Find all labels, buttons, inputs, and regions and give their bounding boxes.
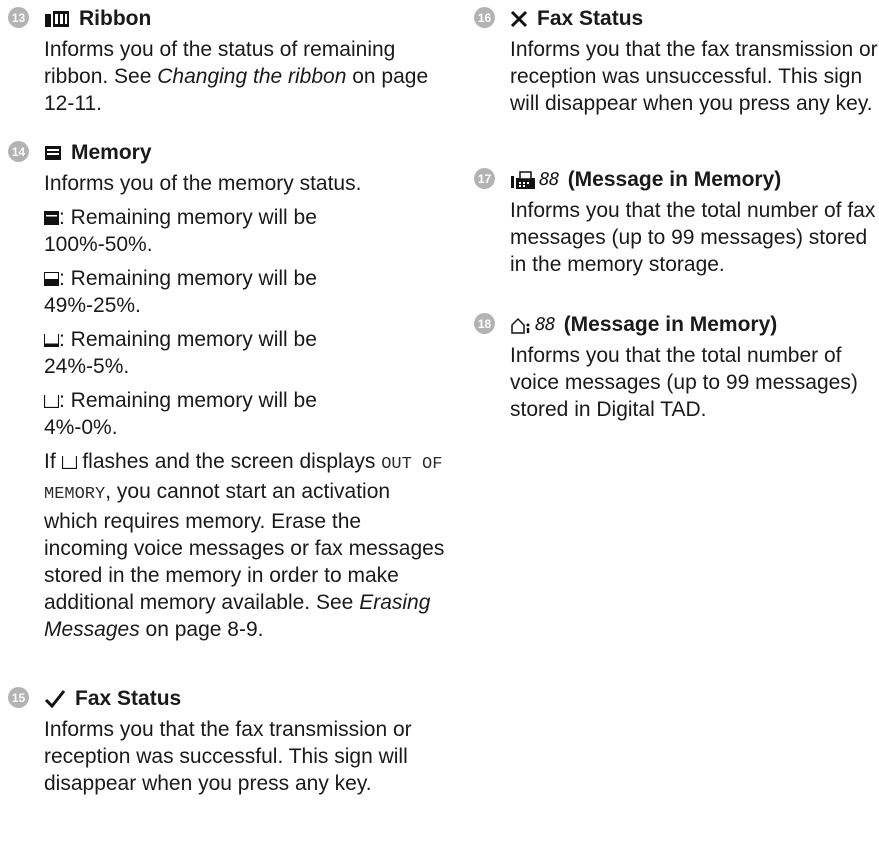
checkmark-icon — [44, 689, 66, 709]
item-heading — [510, 6, 643, 31]
message-counter: 88 — [539, 169, 559, 190]
item-title: Fax Status — [75, 687, 182, 710]
item-memory — [0, 134, 450, 641]
memory-empty-icon — [62, 449, 77, 463]
item-heading — [44, 686, 181, 711]
memory-level-row: : Remaining memory will be 100%-50%. — [44, 206, 317, 256]
item-description: Informs you that the total number of voice messages (up to 99 messages) stored in Digital TAD. — [510, 344, 858, 421]
item-fax-status-success — [0, 680, 450, 858]
memory-level-row: : Remaining memory will be 4%-0%. — [44, 389, 317, 439]
item-title: (Message in Memory) — [567, 168, 782, 191]
item-description: Informs you of the status of remaining ribbon. See Changing the ribbon on page 12-11. — [44, 38, 429, 115]
item-title: Fax Status — [537, 7, 644, 30]
fax-machine-icon — [510, 170, 536, 190]
memory-level-row: : Remaining memory will be 24%-5%. — [44, 328, 317, 378]
item-number-badge: 13 — [8, 7, 29, 28]
item-title: Ribbon — [79, 7, 152, 30]
memory-empty-icon — [44, 388, 59, 402]
item-number-badge: 15 — [8, 687, 29, 708]
item-title: (Message in Memory) — [563, 313, 778, 336]
item-number-badge: 17 — [474, 168, 495, 189]
item-number-badge: 18 — [474, 313, 495, 334]
lcd-message: OUT OF MEMORY — [44, 455, 443, 504]
ribbon-icon — [44, 10, 70, 28]
cross-icon — [510, 10, 528, 28]
item-heading — [510, 167, 781, 192]
tad-icon — [510, 315, 532, 335]
item-number-badge: 14 — [8, 141, 29, 162]
item-ribbon — [0, 0, 450, 140]
message-counter: 88 — [535, 314, 555, 335]
item-heading — [510, 312, 777, 337]
memory-full-icon — [44, 205, 59, 219]
memory-low-icon — [44, 327, 59, 341]
memory-half-icon — [44, 266, 59, 280]
item-voice-message-count — [466, 306, 879, 446]
item-description: Informs you of the memory status. : Remaining memory will be 100%-50%. : Remaining memory will be 49%-25%. : Remaining memory will be 24%-5%. : Remaining memory will be 4%-0%. If flashes and the screen displays OUT OF MEMORY, you cannot start an activation which requires memory. Erase the incoming voice messages or fax messages stored in the memory in order to make additional memory available. See Erasing Messages on page 8-9. — [44, 170, 448, 643]
cross-reference-link[interactable]: Erasing Messages — [44, 591, 431, 641]
memory-icon — [44, 145, 62, 161]
memory-warning: If flashes and the screen displays OUT OF MEMORY, you cannot start an activation which requires memory. Erase the incoming voice messages or fax messages stored in the memory in order to make additional memory available. See Erasing Messages on page 8-9. — [44, 450, 445, 641]
item-fax-message-count — [466, 161, 879, 301]
item-number-badge: 16 — [474, 7, 495, 28]
item-heading — [44, 6, 151, 31]
item-fax-status-failure — [466, 0, 879, 160]
item-description: Informs you that the total number of fax messages (up to 99 messages) stored in the memory storage. — [510, 199, 876, 276]
cross-reference-link[interactable]: Changing the ribbon — [157, 65, 347, 88]
item-description: Informs you that the fax transmission or reception was successful. This sign will disappear when you press any key. — [44, 718, 412, 795]
item-title: Memory — [71, 141, 152, 164]
memory-level-row: : Remaining memory will be 49%-25%. — [44, 267, 317, 317]
item-description: Informs you that the fax transmission or reception was unsuccessful. This sign will disappear when you press any key. — [510, 38, 878, 115]
item-heading — [44, 140, 152, 165]
